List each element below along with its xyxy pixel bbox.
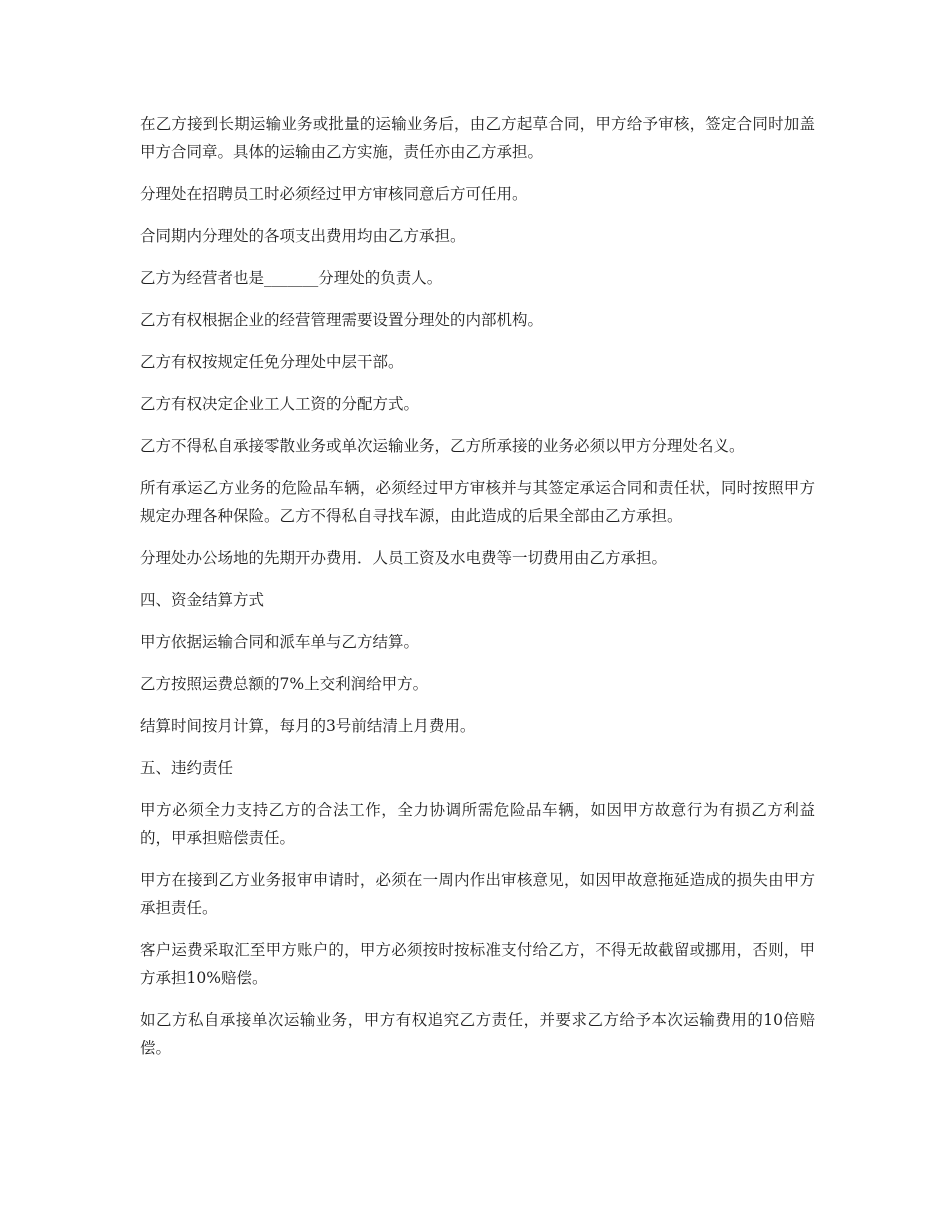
paragraph-internal-structure: 乙方有权根据企业的经营管理需要设置分理处的内部机构。 xyxy=(140,311,544,329)
paragraph-contract-drafting: 在乙方接到长期运输业务或批量的运输业务后，由乙方起草合同，甲方给予审核，签定合同时加盖甲方合同章。具体的运输由乙方实施，责任亦由乙方承担。 xyxy=(140,115,815,161)
paragraph-penalty: 如乙方私自承接单次运输业务，甲方有权追究乙方责任，并要求乙方给予本次运输费用的10倍赔偿。 xyxy=(140,1011,815,1057)
paragraph-settlement-time: 结算时间按月计算，每月的3号前结清上月费用。 xyxy=(140,717,476,735)
section-heading-liability: 五、违约责任 xyxy=(140,759,234,777)
paragraph-appointments: 乙方有权按规定任免分理处中层干部。 xyxy=(140,353,404,371)
paragraph-staff-hiring: 分理处在招聘员工时必须经过甲方审核同意后方可任用。 xyxy=(140,185,528,203)
paragraph-payment: 客户运费采取汇至甲方账户的，甲方必须按时按标准支付给乙方，不得无故截留或挪用，否则，甲方承担10%赔偿。 xyxy=(140,941,815,987)
paragraph-profit-share: 乙方按照运费总额的7%上交利润给甲方。 xyxy=(140,675,429,693)
paragraph-settlement-basis: 甲方依据运输合同和派车单与乙方结算。 xyxy=(140,633,420,651)
paragraph-expenses: 合同期内分理处的各项支出费用均由乙方承担。 xyxy=(140,227,466,245)
paragraph-vehicles: 所有承运乙方业务的危险品车辆，必须经过甲方审核并与其签定承运合同和责任状，同时按照甲方规定办理各种保险。乙方不得私自寻找车源，由此造成的后果全部由乙方承担。 xyxy=(140,479,815,525)
paragraph-wage-distribution: 乙方有权决定企业工人工资的分配方式。 xyxy=(140,395,420,413)
paragraph-review-deadline: 甲方在接到乙方业务报审申请时，必须在一周内作出审核意见，如因甲故意拖延造成的损失由甲方承担责任。 xyxy=(140,871,815,917)
document-body xyxy=(140,110,815,1076)
paragraph-operator: 乙方为经营者也是_______分理处的负责人。 xyxy=(140,269,443,287)
paragraph-office-costs: 分理处办公场地的先期开办费用．人员工资及水电费等一切费用由乙方承担。 xyxy=(140,549,668,567)
paragraph-party-a-support: 甲方必须全力支持乙方的合法工作，全力协调所需危险品车辆，如因甲方故意行为有损乙方利益的，甲承担赔偿责任。 xyxy=(140,801,815,847)
paragraph-private-business: 乙方不得私自承接零散业务或单次运输业务，乙方所承接的业务必须以甲方分理处名义。 xyxy=(140,437,745,455)
section-heading-settlement: 四、资金结算方式 xyxy=(140,591,265,609)
